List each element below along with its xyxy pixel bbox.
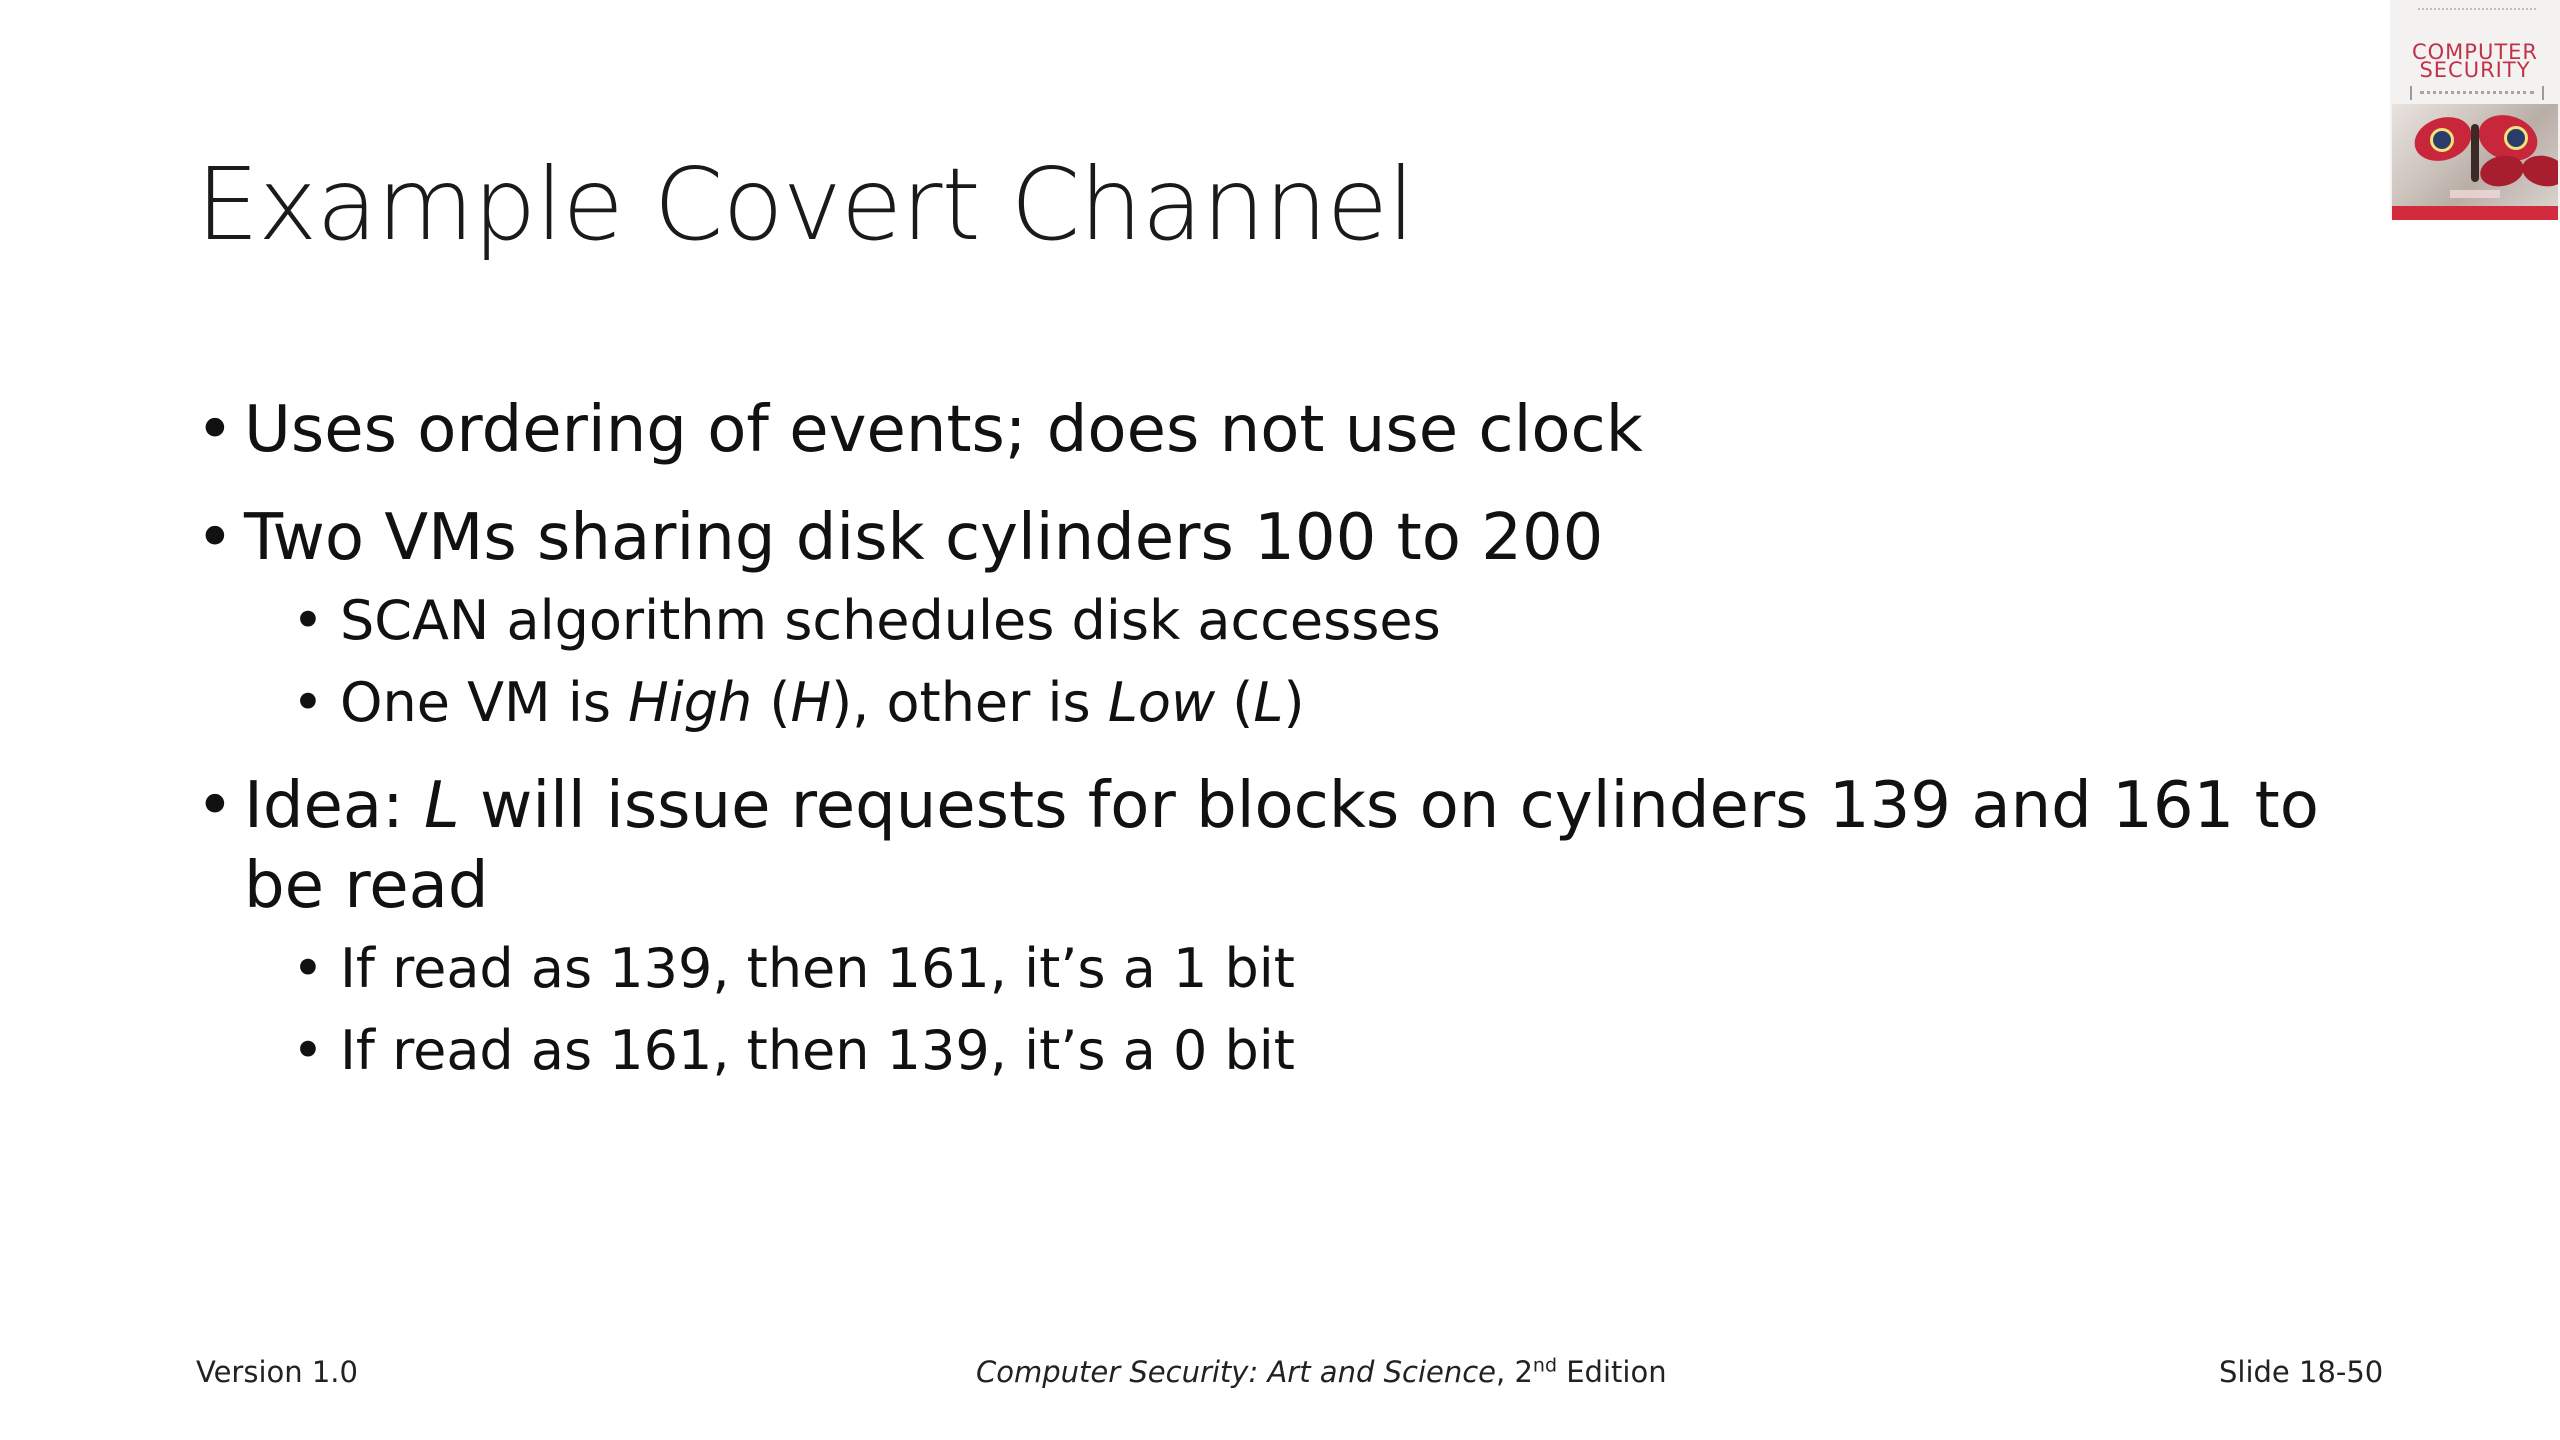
- cover-title-line2: SECURITY: [2419, 58, 2531, 82]
- footer-slide-number: Slide 18-50: [2219, 1355, 2384, 1389]
- bullet-dot: •: [196, 769, 234, 843]
- bullet-dot: •: [292, 1019, 324, 1082]
- slide-content: [196, 390, 2396, 1098]
- cover-subtitle-bar: [2410, 86, 2544, 100]
- bullet-dot: •: [196, 393, 234, 467]
- bullet-dot: •: [292, 671, 324, 734]
- bullet-dot: •: [292, 589, 324, 652]
- bullet-idea: [196, 766, 2396, 926]
- bullet-text: One VM is High (H), other is Low (L): [340, 671, 1305, 734]
- bullet-ordering-events: [196, 390, 2396, 470]
- subbullet-one-bit: [292, 934, 2396, 1004]
- footer-version: Version 1.0: [196, 1355, 358, 1389]
- bullet-two-vms: [196, 498, 2396, 578]
- cover-title-line1: COMPUTER: [2411, 40, 2539, 64]
- cover-red-band: [2392, 206, 2558, 220]
- bullet-text: Uses ordering of events; does not use clock: [244, 393, 1643, 467]
- slide-title: Example Covert Channel: [196, 146, 1414, 263]
- book-cover-image: [2390, 0, 2560, 220]
- footer-book-title: Computer Security: Art and Science, 2nd Edition: [976, 1354, 1667, 1389]
- bullet-text: If read as 161, then 139, it’s a 0 bit: [340, 1019, 1295, 1082]
- bullet-dot: •: [196, 501, 234, 575]
- butterfly-image: [2392, 104, 2558, 206]
- subbullet-scan-algorithm: [292, 586, 2396, 656]
- bullet-text: If read as 139, then 161, it’s a 1 bit: [340, 937, 1295, 1000]
- subbullet-high-low-vm: [292, 668, 2396, 738]
- bullet-text: Two VMs sharing disk cylinders 100 to 200: [244, 501, 1604, 575]
- bullet-text: SCAN algorithm schedules disk accesses: [340, 589, 1441, 652]
- edition-line: [2418, 8, 2536, 14]
- subbullet-zero-bit: [292, 1016, 2396, 1086]
- bullet-text: Idea: L will issue requests for blocks on cylinders 139 and 161 to be read: [244, 769, 2319, 923]
- bullet-dot: •: [292, 937, 324, 1000]
